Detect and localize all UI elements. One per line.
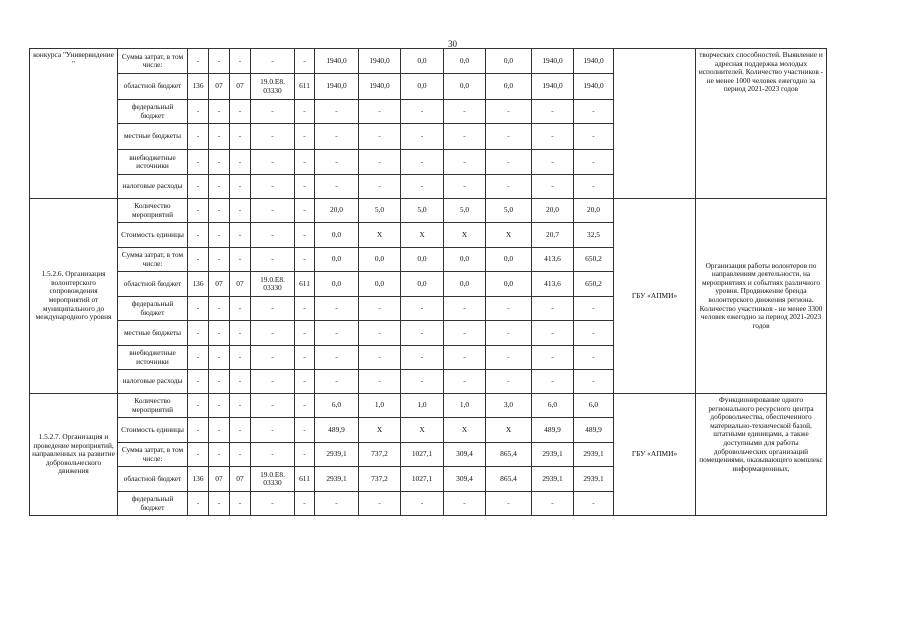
indicator-label: внебюджетные источники	[118, 150, 188, 175]
value-cell: -	[359, 150, 401, 175]
value-cell: 3,0	[486, 394, 532, 418]
value-cell: -	[486, 175, 532, 199]
value-cell: -	[401, 297, 444, 321]
indicator-label: Сумма затрат, в том числе:	[118, 443, 188, 467]
value-cell: -	[574, 150, 614, 175]
value-cell: 0,0	[486, 272, 532, 297]
value-cell: -	[315, 100, 359, 124]
value-cell: -	[315, 492, 359, 516]
value-cell: -	[444, 150, 486, 175]
value-cell: 0,0	[315, 223, 359, 248]
value-cell: 0,0	[444, 272, 486, 297]
page-number: 30	[448, 39, 457, 49]
value-cell: -	[251, 49, 295, 74]
value-cell: 07	[209, 272, 230, 297]
value-cell: -	[188, 124, 209, 150]
value-cell: 20,0	[315, 199, 359, 223]
value-cell: -	[359, 346, 401, 370]
value-cell: -	[209, 370, 230, 394]
value-cell: 20,7	[532, 223, 574, 248]
value-cell: -	[401, 175, 444, 199]
value-cell: -	[532, 297, 574, 321]
table-row	[30, 49, 827, 74]
value-cell: -	[251, 100, 295, 124]
value-cell: -	[401, 150, 444, 175]
value-cell: -	[251, 418, 295, 443]
value-cell: -	[486, 297, 532, 321]
value-cell: -	[188, 346, 209, 370]
value-cell: 489,9	[315, 418, 359, 443]
value-cell: X	[359, 418, 401, 443]
value-cell: -	[315, 175, 359, 199]
value-cell: 309,4	[444, 467, 486, 492]
indicator-label: областной бюджет	[118, 74, 188, 100]
value-cell: -	[230, 370, 251, 394]
value-cell: -	[315, 124, 359, 150]
value-cell: 1940,0	[315, 74, 359, 100]
value-cell: 20,0	[532, 199, 574, 223]
value-cell: 489,9	[574, 418, 614, 443]
value-cell: -	[230, 199, 251, 223]
value-cell: 0,0	[359, 272, 401, 297]
event-title: конкурса "Универвидение "	[30, 49, 118, 199]
value-cell: -	[230, 248, 251, 272]
value-cell: -	[230, 175, 251, 199]
value-cell: X	[444, 418, 486, 443]
indicator-label: Стоимость единицы	[118, 418, 188, 443]
value-cell: 865,4	[486, 467, 532, 492]
value-cell: -	[209, 175, 230, 199]
value-cell: -	[209, 150, 230, 175]
value-cell: 2939,1	[532, 443, 574, 467]
value-cell: 1940,0	[574, 74, 614, 100]
value-cell: X	[486, 223, 532, 248]
value-cell: -	[295, 492, 315, 516]
value-cell: X	[444, 223, 486, 248]
value-cell: -	[230, 297, 251, 321]
value-cell: -	[209, 223, 230, 248]
value-cell: -	[230, 223, 251, 248]
value-cell: -	[401, 100, 444, 124]
value-cell: 19.0.E8. 03330	[251, 272, 295, 297]
value-cell: 5,0	[401, 199, 444, 223]
value-cell: -	[188, 150, 209, 175]
indicator-label: федеральный бюджет	[118, 100, 188, 124]
value-cell: -	[295, 124, 315, 150]
value-cell: -	[486, 346, 532, 370]
indicator-label: местные бюджеты	[118, 124, 188, 150]
executor-cell: ГБУ «АПМИ»	[614, 199, 696, 394]
value-cell: 737,2	[359, 467, 401, 492]
value-cell: -	[230, 443, 251, 467]
value-cell: -	[401, 492, 444, 516]
value-cell: -	[209, 248, 230, 272]
value-cell: 6,0	[532, 394, 574, 418]
indicator-label: федеральный бюджет	[118, 492, 188, 516]
value-cell: -	[209, 49, 230, 74]
value-cell: 32,5	[574, 223, 614, 248]
value-cell: -	[401, 124, 444, 150]
value-cell: 1940,0	[532, 49, 574, 74]
value-cell: -	[209, 492, 230, 516]
value-cell: 136	[188, 74, 209, 100]
value-cell: 650,2	[574, 272, 614, 297]
indicator-label: Стоимость единицы	[118, 223, 188, 248]
value-cell: -	[251, 394, 295, 418]
value-cell: -	[188, 199, 209, 223]
value-cell: -	[251, 297, 295, 321]
value-cell: 1027,1	[401, 443, 444, 467]
value-cell: X	[486, 418, 532, 443]
value-cell: -	[574, 124, 614, 150]
value-cell: 1940,0	[359, 49, 401, 74]
value-cell: -	[230, 346, 251, 370]
value-cell: -	[209, 394, 230, 418]
value-cell: -	[295, 346, 315, 370]
indicator-label: налоговые расходы	[118, 175, 188, 199]
value-cell: -	[444, 100, 486, 124]
value-cell: -	[359, 124, 401, 150]
value-cell: 413,6	[532, 248, 574, 272]
value-cell: -	[230, 124, 251, 150]
indicator-label: федеральный бюджет	[118, 297, 188, 321]
value-cell: 0,0	[444, 74, 486, 100]
value-cell: 0,0	[359, 248, 401, 272]
indicator-label: налоговые расходы	[118, 370, 188, 394]
value-cell: -	[359, 297, 401, 321]
executor-cell: ГБУ «АПМИ»	[614, 394, 696, 516]
value-cell: 07	[230, 74, 251, 100]
value-cell: -	[486, 124, 532, 150]
value-cell: 2939,1	[315, 467, 359, 492]
value-cell: -	[295, 175, 315, 199]
value-cell: -	[532, 124, 574, 150]
value-cell: -	[444, 297, 486, 321]
value-cell: 07	[230, 467, 251, 492]
value-cell: 0,0	[315, 272, 359, 297]
value-cell: -	[209, 297, 230, 321]
value-cell: -	[315, 150, 359, 175]
value-cell: 413,6	[532, 272, 574, 297]
value-cell: -	[532, 100, 574, 124]
value-cell: -	[401, 370, 444, 394]
value-cell: -	[295, 370, 315, 394]
value-cell: 0,0	[444, 49, 486, 74]
indicator-label: областной бюджет	[118, 467, 188, 492]
value-cell: -	[359, 370, 401, 394]
value-cell: X	[401, 418, 444, 443]
event-title: 1.5.2.7. Организация и проведение мероприятий, направленных на развитие добровольческого движения	[30, 394, 118, 516]
value-cell: -	[251, 321, 295, 346]
value-cell: 0,0	[444, 248, 486, 272]
value-cell: 19.0.E8. 03330	[251, 467, 295, 492]
value-cell: -	[230, 321, 251, 346]
value-cell: -	[444, 370, 486, 394]
value-cell: -	[188, 321, 209, 346]
expected-result: творческих способностей. Выявление и адресная поддержка молодых исполнителей. Количество участников - не менее 1000 человек ежегодно за период 2021-2023 годов	[696, 49, 827, 199]
value-cell: -	[188, 297, 209, 321]
value-cell: -	[209, 443, 230, 467]
value-cell: -	[188, 100, 209, 124]
value-cell: 1,0	[401, 394, 444, 418]
value-cell: 1940,0	[574, 49, 614, 74]
value-cell: -	[188, 370, 209, 394]
value-cell: -	[251, 346, 295, 370]
value-cell: -	[532, 492, 574, 516]
value-cell: 20,0	[574, 199, 614, 223]
value-cell: -	[359, 492, 401, 516]
value-cell: -	[188, 223, 209, 248]
value-cell: -	[486, 100, 532, 124]
value-cell: 489,9	[532, 418, 574, 443]
value-cell: 1,0	[444, 394, 486, 418]
value-cell: 07	[209, 74, 230, 100]
value-cell: 136	[188, 272, 209, 297]
indicator-label: Количество мероприятий	[118, 199, 188, 223]
value-cell: -	[532, 150, 574, 175]
value-cell: 5,0	[486, 199, 532, 223]
value-cell: 5,0	[444, 199, 486, 223]
value-cell: -	[401, 321, 444, 346]
value-cell: 0,0	[486, 49, 532, 74]
value-cell: 1027,1	[401, 467, 444, 492]
value-cell: 1940,0	[359, 74, 401, 100]
value-cell: 2939,1	[315, 443, 359, 467]
value-cell: -	[295, 248, 315, 272]
value-cell: 0,0	[401, 49, 444, 74]
value-cell: 136	[188, 467, 209, 492]
value-cell: 2939,1	[532, 467, 574, 492]
program-table	[29, 48, 827, 516]
value-cell: -	[209, 346, 230, 370]
value-cell: -	[251, 150, 295, 175]
value-cell: -	[315, 346, 359, 370]
value-cell: -	[315, 297, 359, 321]
value-cell: -	[188, 175, 209, 199]
value-cell: -	[251, 175, 295, 199]
value-cell: -	[251, 199, 295, 223]
value-cell: 6,0	[315, 394, 359, 418]
value-cell: -	[188, 394, 209, 418]
value-cell: -	[574, 100, 614, 124]
value-cell: -	[486, 492, 532, 516]
value-cell: 737,2	[359, 443, 401, 467]
value-cell: -	[295, 223, 315, 248]
value-cell: -	[295, 321, 315, 346]
value-cell: -	[295, 49, 315, 74]
event-title: 1.5.2.6. Организация волонтерского сопровождения мероприятий от муниципального до международного уровня	[30, 199, 118, 394]
value-cell: -	[574, 175, 614, 199]
value-cell: -	[574, 346, 614, 370]
value-cell: X	[359, 223, 401, 248]
value-cell: -	[359, 100, 401, 124]
value-cell: -	[251, 124, 295, 150]
value-cell: -	[295, 150, 315, 175]
value-cell: -	[230, 150, 251, 175]
value-cell: -	[532, 370, 574, 394]
value-cell: -	[188, 248, 209, 272]
value-cell: -	[295, 100, 315, 124]
value-cell: -	[209, 199, 230, 223]
value-cell: -	[251, 370, 295, 394]
value-cell: -	[230, 492, 251, 516]
value-cell: -	[230, 49, 251, 74]
indicator-label: Количество мероприятий	[118, 394, 188, 418]
value-cell: 2939,1	[574, 467, 614, 492]
indicator-label: Сумма затрат, в том числе:	[118, 248, 188, 272]
value-cell: 0,0	[401, 272, 444, 297]
value-cell: -	[574, 370, 614, 394]
value-cell: X	[401, 223, 444, 248]
value-cell: 1940,0	[315, 49, 359, 74]
value-cell: 1940,0	[532, 74, 574, 100]
indicator-label: внебюджетные источники	[118, 346, 188, 370]
value-cell: 0,0	[401, 74, 444, 100]
value-cell: -	[209, 418, 230, 443]
value-cell: 650,2	[574, 248, 614, 272]
value-cell: -	[486, 370, 532, 394]
value-cell: -	[295, 443, 315, 467]
value-cell: -	[574, 297, 614, 321]
value-cell: -	[532, 321, 574, 346]
value-cell: -	[486, 150, 532, 175]
value-cell: -	[359, 321, 401, 346]
value-cell: -	[315, 370, 359, 394]
value-cell: 0,0	[401, 248, 444, 272]
value-cell: 19.0.E8. 03330	[251, 74, 295, 100]
value-cell: -	[188, 49, 209, 74]
value-cell: 6,0	[574, 394, 614, 418]
value-cell: -	[251, 443, 295, 467]
value-cell: -	[486, 321, 532, 346]
value-cell: -	[230, 418, 251, 443]
value-cell: -	[230, 100, 251, 124]
table-row	[30, 199, 827, 223]
value-cell: -	[209, 124, 230, 150]
value-cell: -	[188, 492, 209, 516]
value-cell: 07	[230, 272, 251, 297]
table-row	[30, 394, 827, 418]
value-cell: 611	[295, 272, 315, 297]
expected-result: Организация работы волонтеров по направлениям деятельности, на мероприятиях и событиях различного уровня. Продвижение бренда волонтерского движения региона. Количество участников - не менее 3300 человек ежегодно за период 2021-2023 годов	[696, 199, 827, 394]
value-cell: 1,0	[359, 394, 401, 418]
value-cell: -	[444, 175, 486, 199]
value-cell: 611	[295, 467, 315, 492]
value-cell: -	[444, 124, 486, 150]
value-cell: -	[251, 248, 295, 272]
value-cell: -	[251, 223, 295, 248]
value-cell: -	[209, 321, 230, 346]
value-cell: 2939,1	[574, 443, 614, 467]
value-cell: -	[295, 199, 315, 223]
value-cell: -	[251, 492, 295, 516]
value-cell: -	[188, 418, 209, 443]
value-cell: 0,0	[486, 74, 532, 100]
value-cell: 309,4	[444, 443, 486, 467]
value-cell: -	[532, 346, 574, 370]
value-cell: -	[532, 175, 574, 199]
value-cell: 07	[209, 467, 230, 492]
value-cell: -	[444, 492, 486, 516]
executor-cell	[614, 49, 696, 199]
value-cell: -	[401, 346, 444, 370]
indicator-label: областной бюджет	[118, 272, 188, 297]
expected-result: Функционирование одного регионального ресурсного центра добровольчества, обеспеченного материально-технической базой, штатными единицами, а также доступными для работы добровольческих организаций помещениями, оказывающего комплекс информационных,	[696, 394, 827, 516]
value-cell: -	[444, 321, 486, 346]
value-cell: -	[315, 321, 359, 346]
value-cell: -	[574, 321, 614, 346]
value-cell: 5,0	[359, 199, 401, 223]
value-cell: 865,4	[486, 443, 532, 467]
value-cell: -	[574, 492, 614, 516]
value-cell: -	[209, 100, 230, 124]
value-cell: -	[359, 175, 401, 199]
value-cell: -	[230, 394, 251, 418]
value-cell: -	[444, 346, 486, 370]
value-cell: -	[295, 418, 315, 443]
indicator-label: местные бюджеты	[118, 321, 188, 346]
value-cell: -	[188, 443, 209, 467]
value-cell: -	[295, 394, 315, 418]
value-cell: -	[295, 297, 315, 321]
value-cell: 0,0	[486, 248, 532, 272]
indicator-label: Сумма затрат, в том числе:	[118, 49, 188, 74]
value-cell: 611	[295, 74, 315, 100]
value-cell: 0,0	[315, 248, 359, 272]
